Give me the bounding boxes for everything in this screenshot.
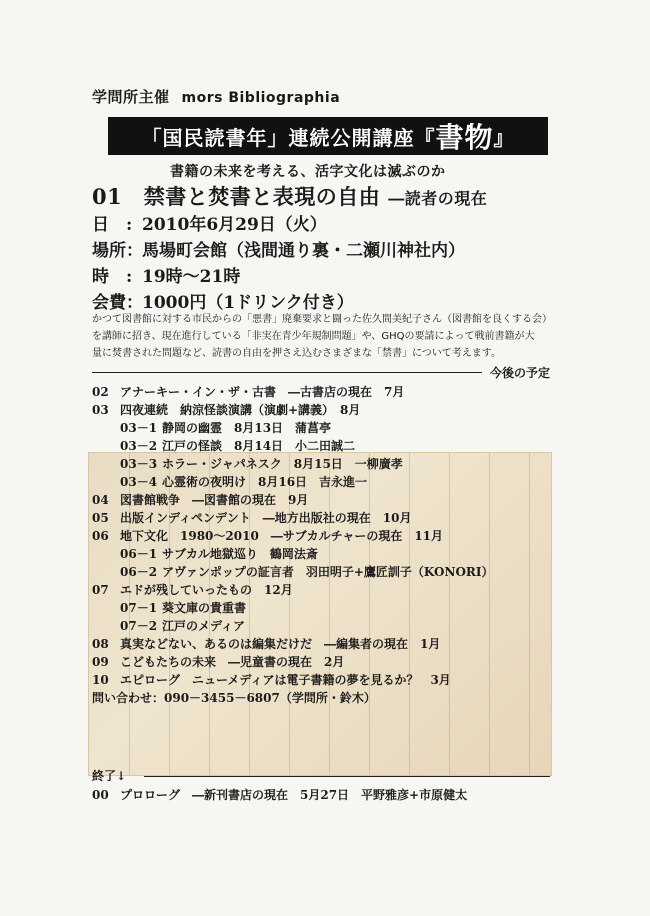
ended-label: 終了↓ — [92, 769, 127, 783]
schedule-row — [92, 527, 562, 545]
schedule-row — [92, 401, 562, 419]
info-place — [92, 236, 465, 261]
schedule-no: 03－1 — [120, 421, 158, 435]
schedule-no: 06－1 — [120, 547, 158, 561]
schedule-text: 江戸のメディア — [162, 619, 246, 633]
group-name: mors Bibliographia — [181, 90, 341, 106]
schedule-text: 出版インディペンデント ―地方出版社の現在 10月 — [120, 511, 412, 525]
schedule-no: 07－2 — [120, 619, 158, 633]
schedule-text: 静岡の幽霊 8月13日 蒲菖亭 — [162, 421, 332, 435]
place-value: 馬場町会館（浅間通り裏・二瀬川神社内） — [142, 241, 465, 261]
schedule-text: ホラー・ジャパネスク 8月15日 一柳廣孝 — [162, 457, 403, 471]
schedule-no: 10 — [92, 673, 109, 687]
prologue-text: プロローグ ―新刊書店の現在 5月27日 平野雅彦+市原健太 — [120, 788, 468, 802]
organizer: 学問所主催 — [92, 88, 170, 106]
schedule-row — [92, 563, 562, 581]
schedule-text: 江戸の怪談 8月14日 小二田誠二 — [162, 439, 356, 453]
schedule-row — [92, 545, 562, 563]
series-subtitle: 書籍の未来を考える、活字文化は滅ぶのか — [170, 164, 446, 180]
schedule-row — [92, 383, 562, 401]
schedule-list — [92, 383, 562, 707]
date-label: 日 : — [92, 215, 133, 235]
description-line: を講師に招き、現在進行している「非実在青少年規制問題」や、GHQの要請によって戦前書籍が大 — [92, 331, 535, 342]
schedule-no: 04 — [92, 493, 109, 507]
schedule-no: 03－3 — [120, 457, 158, 471]
schedule-text: アヴァンポップの証言者 羽田明子+鷹匠訓子（KONORI） — [162, 565, 494, 579]
schedule-no: 07－1 — [120, 601, 158, 615]
place-label: 場所： — [92, 241, 143, 261]
schedule-text: 地下文化 1980～2010 ―サブカルチャーの現在 11月 — [120, 529, 444, 543]
schedule-text: 心霊術の夜明け 8月16日 吉永進一 — [162, 475, 368, 489]
schedule-text: サブカル地獄巡り 鶴岡法斎 — [162, 547, 318, 561]
description-line: 量に焚書された問題など、読書の自由を押さえ込むさまざまな「禁書」について考えます。 — [92, 348, 501, 359]
schedule-row — [92, 617, 562, 635]
time-label: 時 : — [92, 267, 133, 287]
schedule-row — [92, 581, 562, 599]
schedule-divider — [92, 372, 482, 373]
schedule-row — [92, 635, 562, 653]
info-date — [92, 210, 327, 235]
schedule-no: 05 — [92, 511, 109, 525]
series-banner — [108, 117, 548, 155]
time-value: 19時～21時 — [142, 267, 241, 287]
schedule-row — [92, 491, 562, 509]
schedule-row — [92, 599, 562, 617]
schedule-row — [92, 671, 562, 689]
info-fee — [92, 288, 354, 313]
banner-big: 書物 — [435, 121, 494, 154]
prologue-no: 00 — [92, 788, 109, 802]
schedule-no: 08 — [92, 637, 109, 651]
lecture-title-main: 01 禁書と焚書と表現の自由 — [92, 184, 381, 209]
schedule-no: 03－2 — [120, 439, 158, 453]
schedule-row — [92, 509, 562, 527]
schedule-row — [92, 437, 562, 455]
schedule-no: 03 — [92, 403, 109, 417]
description — [92, 311, 552, 362]
lecture-title-sub: ―読者の現在 — [388, 189, 488, 208]
banner-suffix: 』 — [493, 125, 515, 150]
prologue-row — [92, 786, 467, 803]
schedule-heading: 今後の予定 — [490, 366, 551, 380]
fee-value: 1000円（1ドリンク付き） — [142, 293, 354, 313]
ended-section — [92, 767, 552, 785]
contact-line: 問い合わせ：090－3455－6807（学問所・鈴木） — [92, 691, 376, 705]
schedule-text: 真実などない、あるのは編集だけだ ―編集者の現在 1月 — [120, 637, 441, 651]
schedule-text: アナーキー・イン・ザ・古書 ―古書店の現在 7月 — [120, 385, 405, 399]
schedule-text: 図書館戦争 ―図書館の現在 9月 — [120, 493, 309, 507]
schedule-text: エドが残していったもの 12月 — [120, 583, 293, 597]
schedule-row — [92, 455, 562, 473]
schedule-no: 06 — [92, 529, 109, 543]
lecture-title — [92, 181, 487, 211]
schedule-text: こどもたちの未来 ―児童書の現在 2月 — [120, 655, 345, 669]
organizer-line — [92, 86, 340, 107]
schedule-no: 06－2 — [120, 565, 158, 579]
schedule-no: 03－4 — [120, 475, 158, 489]
ended-divider — [144, 776, 550, 777]
schedule-row — [92, 653, 562, 671]
info-time — [92, 262, 240, 287]
description-line: かつて図書館に対する市民からの「悪書」廃棄要求と闘った佐久間美紀子さん（図書館を良くする会） — [92, 314, 552, 325]
date-value: 2010年6月29日（火） — [142, 215, 327, 235]
schedule-text: エピローグ ニューメディアは電子書籍の夢を見るか？ 3月 — [120, 673, 451, 687]
schedule-no: 09 — [92, 655, 109, 669]
schedule-row — [92, 473, 562, 491]
schedule-text: 四夜連続 納涼怪談演講（演劇+講義） 8月 — [120, 403, 361, 417]
fee-label: 会費： — [92, 293, 143, 313]
schedule-no: 07 — [92, 583, 109, 597]
schedule-no: 02 — [92, 385, 109, 399]
schedule-text: 葵文庫の貴重書 — [162, 601, 247, 615]
schedule-row — [92, 419, 562, 437]
banner-prefix: 「国民読書年」連続公開講座『 — [141, 125, 436, 150]
